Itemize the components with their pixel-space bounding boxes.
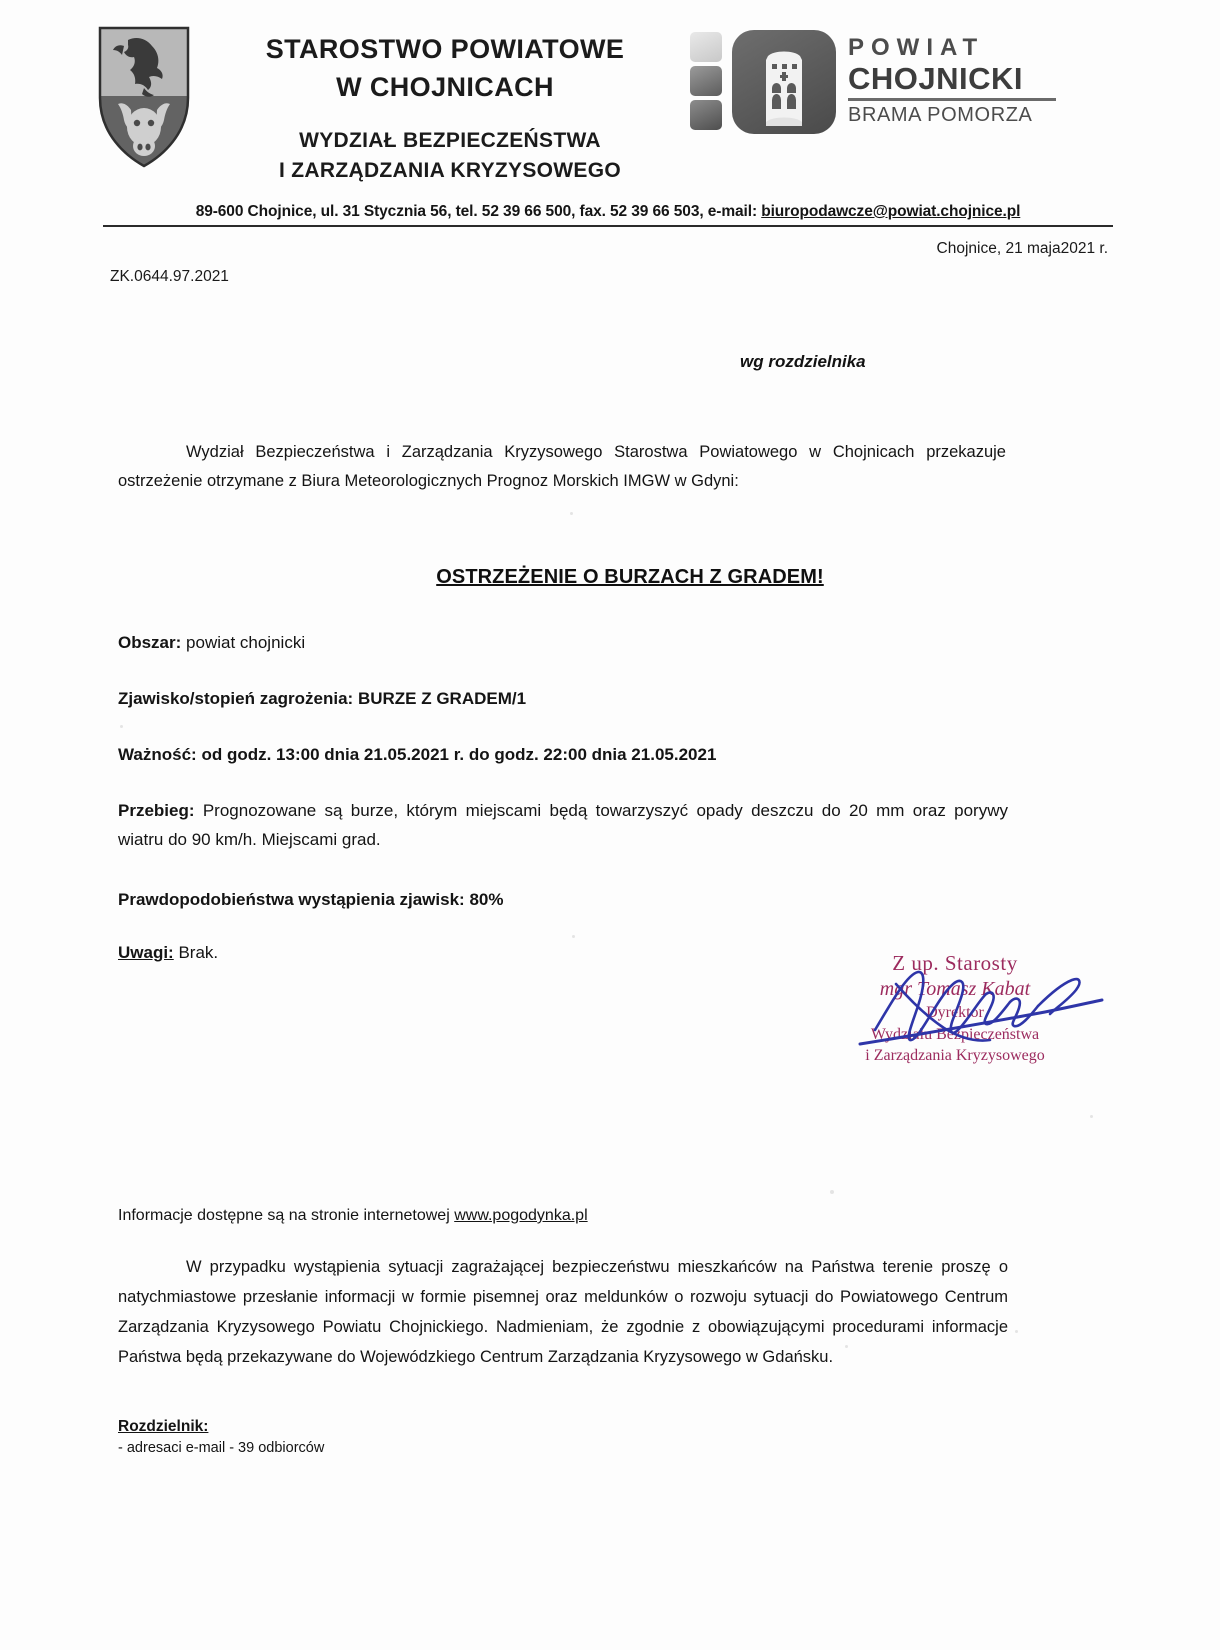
scan-speck xyxy=(1015,1330,1018,1333)
field-area-value: powiat chojnicki xyxy=(186,633,306,652)
logo-brama-text: BRAMA POMORZA xyxy=(848,104,1033,126)
closing-paragraph: W przypadku wystąpienia sytuacji zagrażającej bezpieczeństwu mieszkańców na Państwa terenie proszę o natychmiastowe przesłanie informacji w formie pisemnej oraz meldunków o rozwoju sytuacji do Powiatowego Centrum Zarządzania Kryzysowego Powiatu Chojnickiego. Nadmieniam, że zgodnie z obowiązującymi procedurami informacje Państwa będą przekazywane do Wojewódzkiego Centrum Zarządzania Kryzysowego w Gdańsku. xyxy=(118,1258,1008,1366)
organization-title xyxy=(210,30,680,106)
department-name xyxy=(210,126,690,186)
field-area-label: Obszar: xyxy=(118,633,182,652)
scan-speck xyxy=(120,725,123,728)
field-validity-value: od godz. 13:00 dnia 21.05.2021 r. do godz. 22:00 dnia 21.05.2021 xyxy=(201,745,717,764)
signature-block xyxy=(805,950,1105,1080)
field-phenomenon-label: Zjawisko/stopień zagrożenia: xyxy=(118,689,354,708)
warning-title xyxy=(0,566,1220,589)
address-block xyxy=(103,203,1113,227)
info-line xyxy=(118,1207,588,1225)
scan-speck xyxy=(845,1345,848,1348)
pogodynka-link[interactable]: www.pogodynka.pl xyxy=(454,1207,588,1224)
field-validity-label: Ważność: xyxy=(118,745,197,764)
logo-divider xyxy=(848,98,1056,101)
field-area xyxy=(118,628,1018,657)
distribution-title: Rozdzielnik: xyxy=(118,1418,209,1435)
scan-speck xyxy=(570,512,573,515)
logo-powiat-text: POWIAT xyxy=(848,34,985,61)
scan-speck xyxy=(572,935,575,938)
department-line1: WYDZIAŁ BEZPIECZEŃSTWA xyxy=(299,129,601,152)
address-line xyxy=(103,203,1113,225)
org-title-line1: STAROSTWO POWIATOWE xyxy=(265,34,625,64)
info-line-text: Informacje dostępne są na stronie internetowej xyxy=(118,1207,455,1224)
intro-paragraph: Wydział Bezpieczeństwa i Zarządzania Kryzysowego Starostwa Powiatowego w Chojnicach przekazuje ostrzeżenie otrzymane z Biura Meteorologicznych Prognoz Morskich IMGW w Gdyni: xyxy=(118,443,1006,490)
stamp-line-5: i Zarządzania Kryzysowego xyxy=(865,1047,1045,1064)
field-course-value: Prognozowane są burze, którym miejscami będą towarzyszyć opady deszczu do 20 mm oraz porywy wiatru do 90 km/h. Miejscami grad. xyxy=(118,801,1008,849)
stamp-line-2: mgr Tomasz Kabat xyxy=(879,978,1031,1000)
header-divider xyxy=(103,225,1113,227)
distribution-item: - adresaci e-mail - 39 odbiorców xyxy=(118,1440,325,1456)
logo-wordmark xyxy=(848,34,1063,127)
scan-speck xyxy=(830,1190,834,1194)
org-title-line2: W CHOJNICACH xyxy=(336,72,554,102)
logo-chojnicki-text: CHOJNICKI xyxy=(848,61,1024,96)
field-course xyxy=(118,796,1008,854)
official-stamp xyxy=(805,950,1105,1066)
field-probability-value: 80% xyxy=(469,890,504,909)
field-validity xyxy=(118,740,1018,769)
stamp-line-4: Wydziału Bezpieczeństwa xyxy=(870,1026,1040,1043)
powiat-chojnicki-logo xyxy=(690,26,1060,146)
warning-title-text: OSTRZEŻENIE O BURZACH Z GRADEM! xyxy=(436,566,824,588)
logo-squares-icon xyxy=(690,32,724,134)
coat-of-arms-icon xyxy=(98,26,190,168)
field-probability-label: Prawdopodobieństwa wystąpienia zjawisk: xyxy=(118,890,465,909)
reference-number: ZK.0644.97.2021 xyxy=(110,268,229,285)
address-text: 89-600 Chojnice, ul. 31 Stycznia 56, tel. 52 39 66 500, fax. 52 39 66 503, e-mail: xyxy=(195,203,762,220)
email-link[interactable]: biuropodawcze@powiat.chojnice.pl xyxy=(761,203,1021,220)
department-line2: I ZARZĄDZANIA KRYZYSOWEGO xyxy=(279,159,621,182)
field-remarks-value: Brak. xyxy=(178,943,219,962)
field-phenomenon-value: BURZE Z GRADEM/1 xyxy=(357,689,527,708)
addressee: wg rozdzielnika xyxy=(740,352,866,371)
place-and-date: Chojnice, 21 maja2021 r. xyxy=(936,240,1108,257)
stamp-line-3: Dyrektor xyxy=(926,1004,984,1021)
scan-speck xyxy=(1090,1115,1093,1118)
field-remarks-label: Uwagi: xyxy=(118,943,174,962)
field-phenomenon xyxy=(118,684,1018,713)
logo-tower-icon xyxy=(732,30,836,134)
field-course-label: Przebieg: xyxy=(118,801,195,820)
field-probability xyxy=(118,885,1018,914)
document-header xyxy=(0,14,1220,204)
stamp-line-1: Z up. Starosty xyxy=(892,951,1018,975)
